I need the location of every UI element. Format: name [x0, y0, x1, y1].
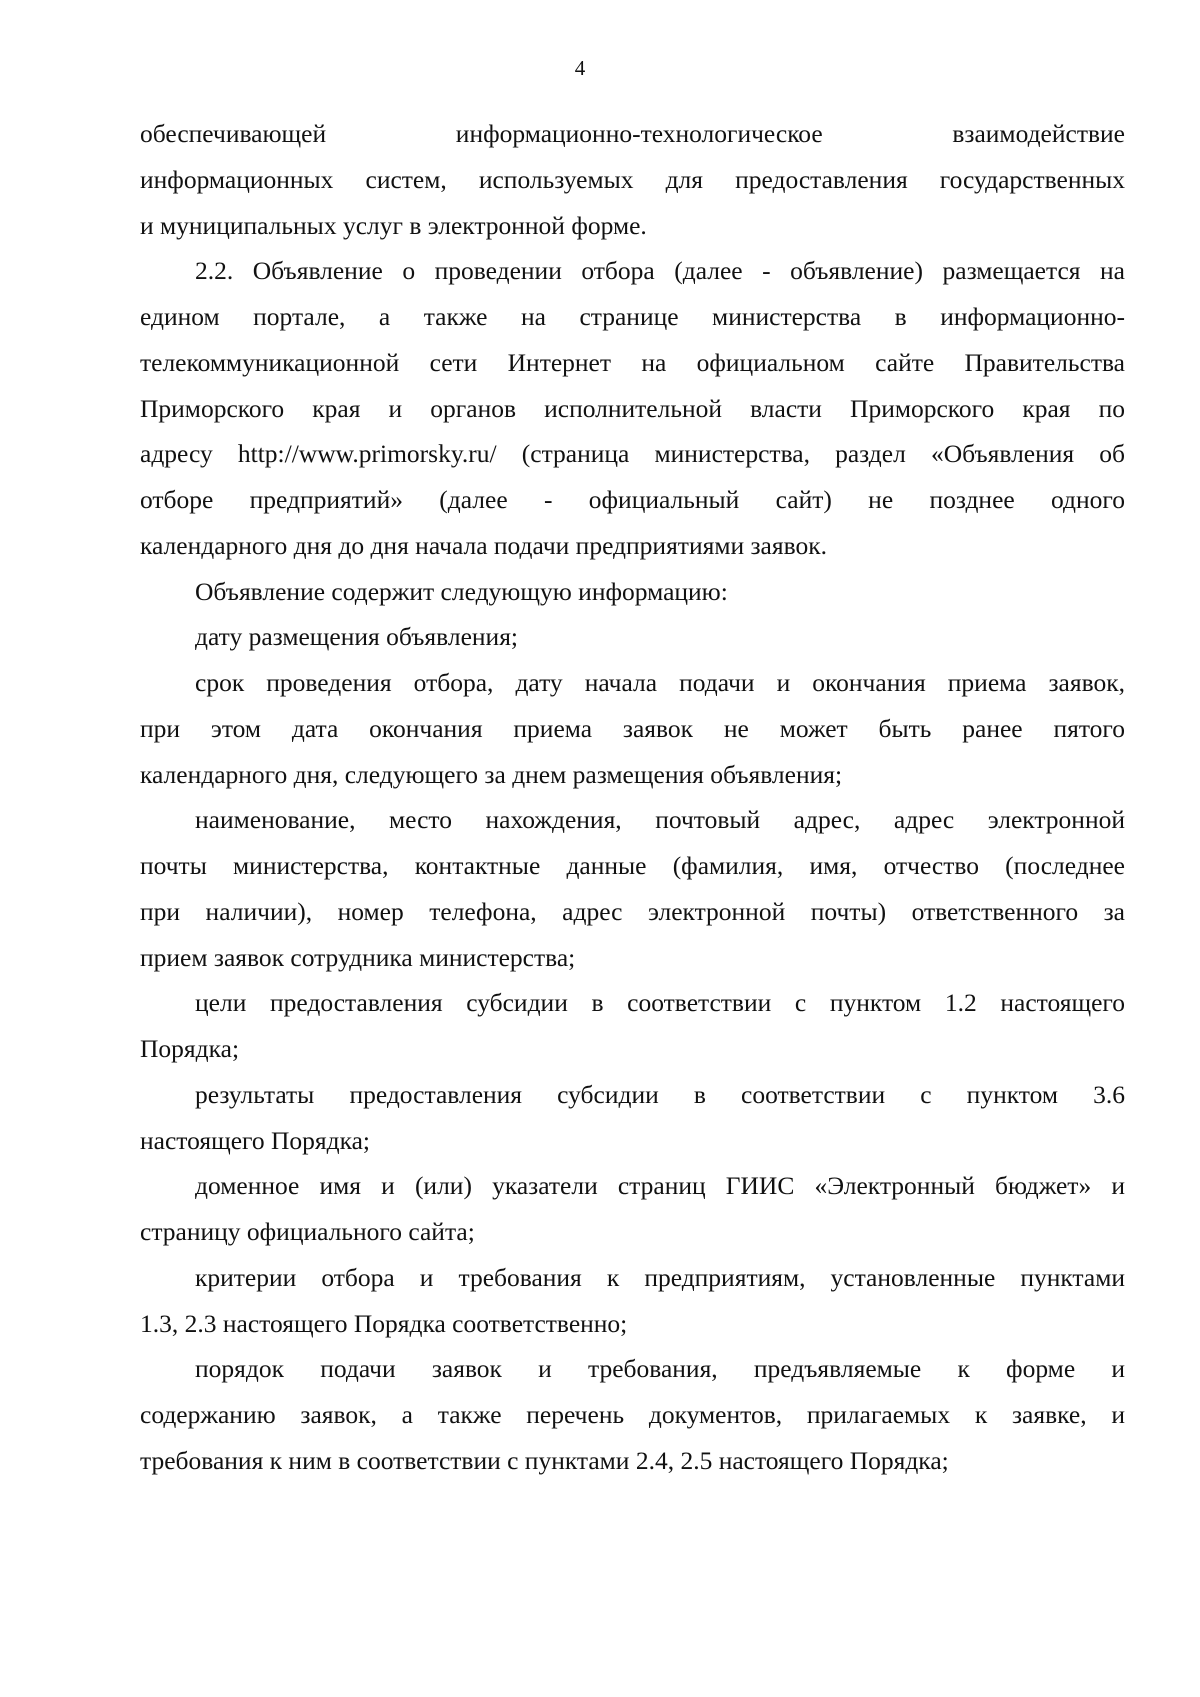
paragraph	[140, 1163, 1125, 1255]
text-line: прием заявок сотрудника министерства;	[140, 942, 576, 972]
paragraph	[140, 1072, 1125, 1164]
text-line: при этом дата окончания приема заявок не может быть ранее пятого	[140, 713, 1125, 743]
text-line: порядок подачи заявок и требования, предъявляемые к форме и	[195, 1354, 1125, 1384]
text-line: Порядка;	[140, 1034, 240, 1063]
paragraph	[140, 248, 1125, 568]
text-line: Объявление содержит следующую информацию:	[195, 576, 728, 606]
text-line: 1.3, 2.3 настоящего Порядка соответственно;	[140, 1308, 628, 1338]
text-line: календарного дня, следующего за днем размещения объявления;	[140, 759, 843, 789]
paragraph	[140, 569, 1125, 615]
text-line: страницу официального сайта;	[140, 1217, 475, 1246]
page-number: 4	[574, 56, 586, 80]
paragraph	[140, 1255, 1125, 1347]
text-line: доменное имя и (или) указатели страниц ГИИС «Электронный бюджет» и	[195, 1171, 1125, 1201]
text-line: при наличии), номер телефона, адрес электронной почты) ответственного за	[140, 896, 1125, 926]
paragraph	[140, 797, 1125, 980]
text-line: требования к ним в соответствии с пунктами 2.4, 2.5 настоящего Порядка;	[140, 1445, 949, 1475]
text-line: 2.2. Объявление о проведении отбора (далее - объявление) размещается на	[195, 256, 1125, 286]
text-line: почты министерства, контактные данные (фамилия, имя, отчество (последнее	[140, 851, 1125, 880]
paragraph	[140, 980, 1125, 1072]
text-line: телекоммуникационной сети Интернет на официальном сайте Правительства	[140, 347, 1125, 377]
paragraph	[140, 614, 1125, 660]
text-line: срок проведения отбора, дату начала подачи и окончания приема заявок,	[195, 668, 1125, 697]
text-line: едином портале, а также на странице министерства в информационно-	[140, 302, 1125, 331]
text-line: наименование, место нахождения, почтовый адрес, адрес электронной	[195, 805, 1125, 835]
text-line: настоящего Порядка;	[140, 1125, 371, 1155]
text-line: критерии отбора и требования к предприятиям, установленные пунктами	[195, 1262, 1125, 1292]
text-line: отборе предприятий» (далее - официальный сайт) не позднее одного	[140, 485, 1125, 514]
document-body	[140, 111, 1125, 1484]
text-line: обеспечивающей информационно-технологическое взаимодействие	[140, 119, 1125, 148]
paragraph	[140, 111, 1125, 248]
text-line: результаты предоставления субсидии в соответствии с пунктом 3.6	[195, 1079, 1125, 1109]
text-line: адресу http://www.primorsky.ru/ (страница министерства, раздел «Объявления об	[140, 439, 1125, 469]
text-line: календарного дня до дня начала подачи предприятиями заявок.	[140, 530, 827, 560]
paragraph	[140, 1346, 1125, 1483]
text-line: информационных систем, используемых для предоставления государственных	[140, 164, 1125, 194]
text-line: и муниципальных услуг в электронной форме.	[140, 210, 647, 240]
text-line: дату размещения объявления;	[195, 622, 519, 652]
text-line: цели предоставления субсидии в соответствии с пунктом 1.2 настоящего	[195, 988, 1125, 1018]
text-line: содержанию заявок, а также перечень документов, прилагаемых к заявке, и	[140, 1400, 1125, 1429]
paragraph	[140, 660, 1125, 797]
text-line: Приморского края и органов исполнительной власти Приморского края по	[140, 393, 1125, 423]
